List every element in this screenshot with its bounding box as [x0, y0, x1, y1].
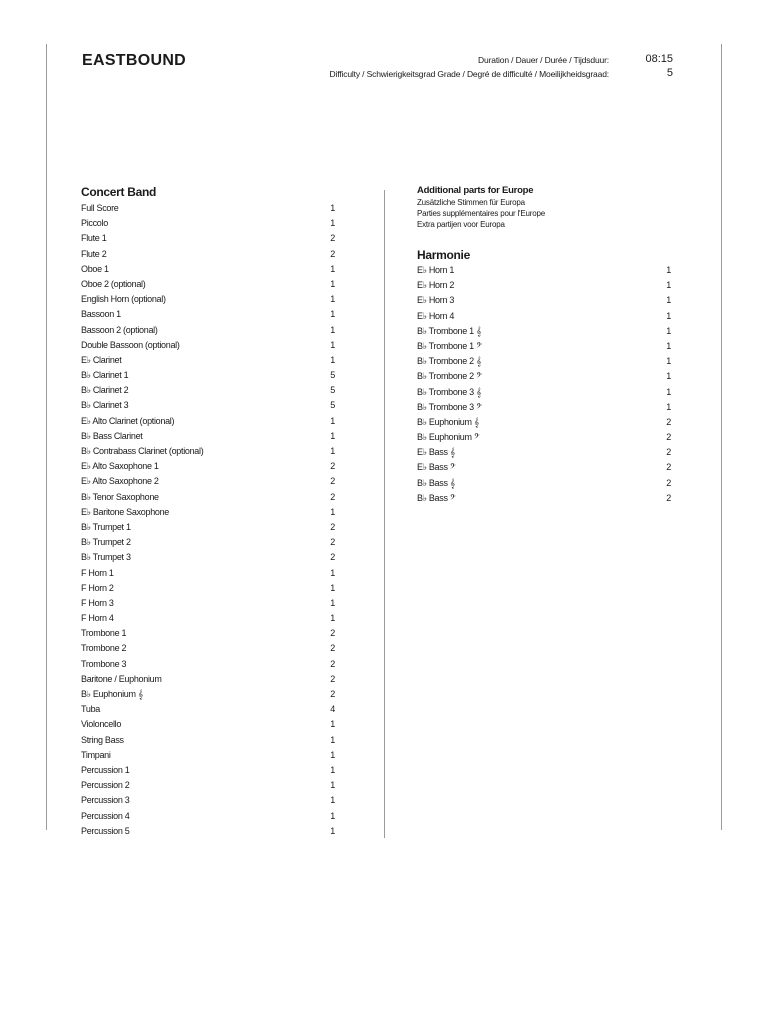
part-quantity: 1 — [666, 356, 671, 367]
part-quantity: 1 — [330, 582, 335, 593]
part-row — [81, 505, 335, 520]
part-row — [81, 550, 335, 565]
part-quantity: 1 — [330, 415, 335, 426]
part-name: B♭ Trombone 2 𝄢 — [417, 371, 482, 382]
column-divider — [384, 190, 385, 838]
difficulty-label: Difficulty / Schwierigkeitsgrad Grade / Degré de difficulté / Moeilijkheidsgraad: — [329, 69, 609, 79]
part-quantity: 2 — [330, 476, 335, 487]
part-quantity: 2 — [666, 492, 671, 503]
part-quantity: 1 — [330, 309, 335, 320]
part-row — [81, 778, 335, 793]
part-quantity: 2 — [330, 552, 335, 563]
part-row — [81, 231, 335, 246]
part-quantity: 1 — [330, 780, 335, 791]
part-row — [417, 400, 671, 415]
part-row — [417, 415, 671, 430]
part-name: Tuba — [81, 704, 100, 715]
part-name: E♭ Bass 𝄞 — [417, 447, 455, 458]
part-row — [417, 354, 671, 369]
part-row — [81, 748, 335, 763]
part-quantity: 1 — [666, 325, 671, 336]
part-row — [417, 445, 671, 460]
part-name: String Bass — [81, 734, 124, 745]
part-name: Full Score — [81, 203, 119, 213]
part-name: B♭ Trombone 2 𝄞 — [417, 356, 482, 367]
part-quantity: 2 — [666, 432, 671, 443]
part-name: B♭ Clarinet 1 — [81, 370, 129, 381]
part-row — [81, 216, 335, 231]
part-row — [417, 263, 671, 278]
part-row — [81, 338, 335, 353]
part-name: E♭ Horn 2 — [417, 280, 455, 291]
part-row — [81, 444, 335, 459]
part-quantity: 2 — [330, 461, 335, 472]
part-row — [81, 368, 335, 383]
part-name: E♭ Alto Saxophone 1 — [81, 461, 159, 472]
part-quantity: 1 — [330, 506, 335, 517]
part-name: Flute 2 — [81, 248, 107, 259]
part-name: B♭ Tenor Saxophone — [81, 491, 159, 502]
part-quantity: 1 — [330, 613, 335, 624]
part-name: B♭ Trombone 1 𝄢 — [417, 340, 482, 351]
part-name: B♭ Contrabass Clarinet (optional) — [81, 446, 204, 456]
part-name: B♭ Trombone 1 𝄞 — [417, 325, 482, 336]
part-row — [81, 398, 335, 413]
part-row — [417, 309, 671, 324]
part-name: English Horn (optional) — [81, 294, 166, 305]
part-quantity: 5 — [330, 370, 335, 381]
part-quantity: 1 — [666, 340, 671, 351]
concert-band-heading: Concert Band — [81, 185, 157, 199]
part-row — [81, 383, 335, 398]
part-quantity: 1 — [330, 263, 335, 274]
part-row — [81, 763, 335, 778]
part-name: Percussion 1 — [81, 764, 130, 775]
part-row — [417, 385, 671, 400]
part-row — [81, 626, 335, 641]
part-quantity: 1 — [666, 310, 671, 321]
part-quantity: 2 — [330, 658, 335, 669]
part-row — [81, 474, 335, 489]
part-name: E♭ Horn 1 — [417, 265, 455, 275]
part-row — [81, 687, 335, 702]
part-row — [81, 611, 335, 626]
duration-value: 08:15 — [645, 53, 673, 65]
part-quantity: 2 — [330, 689, 335, 699]
part-name: Violoncello — [81, 719, 122, 730]
part-row — [417, 324, 671, 339]
part-quantity: 2 — [330, 673, 335, 684]
part-quantity: 2 — [330, 628, 335, 639]
part-name: B♭ Clarinet 2 — [81, 385, 129, 396]
europe-subtitle-dutch: Extra partijen voor Europa — [417, 220, 505, 229]
part-quantity: 1 — [330, 810, 335, 821]
part-quantity: 1 — [330, 734, 335, 745]
part-name: B♭ Bass 𝄞 — [417, 477, 455, 488]
part-row — [81, 201, 335, 216]
part-row — [417, 369, 671, 384]
part-quantity: 1 — [330, 430, 335, 441]
part-name: Bassoon 2 (optional) — [81, 324, 158, 335]
part-quantity: 2 — [330, 643, 335, 654]
part-name: B♭ Trumpet 3 — [81, 552, 131, 563]
part-row — [81, 824, 335, 839]
part-quantity: 1 — [666, 280, 671, 291]
page-title: EASTBOUND — [82, 52, 187, 69]
part-quantity: 1 — [330, 719, 335, 730]
part-name: B♭ Trumpet 1 — [81, 521, 131, 532]
part-name: B♭ Bass Clarinet — [81, 430, 143, 441]
part-quantity: 1 — [330, 294, 335, 305]
part-name: E♭ Horn 4 — [417, 310, 455, 321]
difficulty-value: 5 — [666, 67, 673, 79]
concert-band-parts-list — [81, 201, 335, 839]
europe-subtitle-german: Zusätzliche Stimmen für Europa — [417, 198, 525, 207]
part-row — [81, 657, 335, 672]
part-row — [81, 672, 335, 687]
part-name: E♭ Clarinet — [81, 354, 122, 365]
part-row — [81, 581, 335, 596]
part-quantity: 2 — [666, 477, 671, 488]
part-quantity: 1 — [666, 386, 671, 397]
part-name: Oboe 2 (optional) — [81, 278, 146, 289]
part-name: B♭ Clarinet 3 — [81, 400, 129, 411]
part-name: F Horn 4 — [81, 613, 114, 624]
part-name: E♭ Horn 3 — [417, 295, 455, 306]
part-quantity: 1 — [666, 371, 671, 382]
part-name: F Horn 1 — [81, 567, 114, 578]
part-name: B♭ Euphonium 𝄞 — [417, 416, 479, 427]
part-quantity: 2 — [666, 462, 671, 473]
part-quantity: 2 — [666, 447, 671, 458]
part-row — [81, 520, 335, 535]
part-quantity: 1 — [330, 339, 335, 350]
part-row — [81, 717, 335, 732]
right-margin-rule — [721, 44, 722, 830]
part-row — [81, 277, 335, 292]
duration-label: Duration / Dauer / Durée / Tijdsduur: — [478, 55, 609, 65]
part-name: Timpani — [81, 749, 111, 760]
part-name: Percussion 4 — [81, 810, 130, 821]
part-name: Trombone 1 — [81, 628, 127, 639]
part-quantity: 2 — [666, 416, 671, 427]
part-name: Percussion 3 — [81, 795, 130, 806]
part-row — [81, 809, 335, 824]
part-quantity: 2 — [330, 521, 335, 532]
harmonie-heading: Harmonie — [417, 248, 470, 262]
part-row — [81, 292, 335, 307]
part-name: B♭ Euphonium 𝄞 — [81, 689, 143, 699]
part-quantity: 1 — [330, 597, 335, 608]
part-row — [81, 702, 335, 717]
part-name: Baritone / Euphonium — [81, 673, 162, 684]
part-quantity: 1 — [330, 354, 335, 365]
part-row — [81, 247, 335, 262]
part-row — [81, 596, 335, 611]
europe-subtitle-french: Parties supplémentaires pour l'Europe — [417, 209, 545, 218]
part-row — [81, 262, 335, 277]
part-row — [417, 430, 671, 445]
part-quantity: 1 — [330, 749, 335, 760]
part-name: Trombone 2 — [81, 643, 127, 654]
part-row — [417, 339, 671, 354]
part-name: B♭ Trombone 3 𝄞 — [417, 386, 482, 397]
europe-parts-title: Additional parts for Europe — [417, 185, 534, 196]
part-quantity: 2 — [330, 537, 335, 548]
part-name: B♭ Trumpet 2 — [81, 537, 131, 548]
part-quantity: 1 — [330, 218, 335, 229]
part-name: B♭ Euphonium 𝄢 — [417, 432, 480, 443]
part-name: Bassoon 1 — [81, 309, 121, 320]
part-name: B♭ Trombone 3 𝄢 — [417, 401, 482, 412]
part-row — [81, 733, 335, 748]
part-row — [81, 793, 335, 808]
part-row — [81, 307, 335, 322]
part-quantity: 5 — [330, 400, 335, 411]
part-quantity: 1 — [330, 278, 335, 289]
part-quantity: 2 — [330, 248, 335, 259]
part-quantity: 1 — [330, 324, 335, 335]
part-row — [81, 459, 335, 474]
part-row — [81, 535, 335, 550]
part-row — [81, 353, 335, 368]
part-name: E♭ Alto Clarinet (optional) — [81, 415, 175, 426]
part-quantity: 1 — [330, 795, 335, 806]
part-quantity: 1 — [330, 446, 335, 456]
part-quantity: 5 — [330, 385, 335, 396]
part-name: Percussion 5 — [81, 825, 130, 836]
part-row — [81, 429, 335, 444]
part-row — [81, 414, 335, 429]
part-quantity: 1 — [330, 825, 335, 836]
part-name: E♭ Alto Saxophone 2 — [81, 476, 159, 487]
part-name: Oboe 1 — [81, 263, 109, 274]
part-row — [81, 566, 335, 581]
part-name: Piccolo — [81, 218, 108, 229]
harmonie-parts-list — [417, 263, 671, 506]
part-quantity: 1 — [330, 567, 335, 578]
left-margin-rule — [46, 44, 47, 830]
part-row — [81, 323, 335, 338]
part-quantity: 2 — [330, 491, 335, 502]
part-quantity: 1 — [330, 764, 335, 775]
part-name: E♭ Bass 𝄢 — [417, 462, 456, 473]
part-quantity: 1 — [666, 265, 671, 275]
part-quantity: 1 — [666, 295, 671, 306]
part-row — [81, 641, 335, 656]
part-name: Percussion 2 — [81, 780, 130, 791]
part-name: B♭ Bass 𝄢 — [417, 492, 456, 503]
part-row — [417, 491, 671, 506]
part-name: Double Bassoon (optional) — [81, 339, 180, 350]
part-row — [417, 476, 671, 491]
part-name: E♭ Baritone Saxophone — [81, 506, 170, 517]
part-name: F Horn 2 — [81, 582, 114, 593]
part-name: F Horn 3 — [81, 597, 114, 608]
part-quantity: 1 — [330, 203, 335, 213]
part-quantity: 1 — [666, 401, 671, 412]
part-row — [417, 460, 671, 475]
part-quantity: 4 — [330, 704, 335, 715]
part-row — [417, 293, 671, 308]
part-name: Trombone 3 — [81, 658, 127, 669]
part-quantity: 2 — [330, 233, 335, 244]
part-row — [81, 490, 335, 505]
part-row — [417, 278, 671, 293]
part-name: Flute 1 — [81, 233, 107, 244]
